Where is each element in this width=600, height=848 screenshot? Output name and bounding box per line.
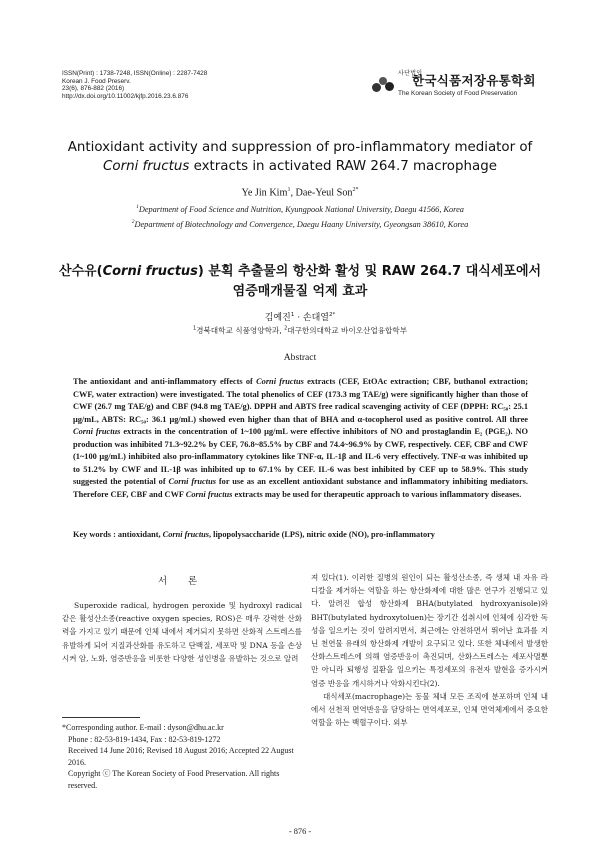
author-1: Ye Jin Kim [241, 187, 288, 199]
authors-english [40, 187, 560, 198]
doi-link[interactable]: http://dx.doi.org/10.11002/kjfp.2016.23.6.876 [62, 92, 189, 100]
title-ko-pre: 산수유( [58, 264, 103, 279]
society-logo [372, 71, 536, 97]
journal-name: Korean J. Food Preserv. [62, 77, 131, 85]
footnote [62, 722, 307, 792]
title-ko-post: ) 분획 추출물의 항산화 활성 및 RAW 264.7 대식세포에서 [197, 264, 542, 279]
issn-line: ISSN(Print) : 1738-7248, ISSN(Online) : 2287-7428 [62, 70, 208, 77]
intro-left-column [62, 599, 302, 665]
author-ko-1: 김예진 [264, 313, 291, 323]
abstract-body: The antioxidant and anti-inflammatory effects of Corni fructus extracts (CEF, EtOAc extraction; CBF, buthanol extraction; CWF, water extraction) were investigated. The total phenolics of CEF (173.3 mg TAE/g) were significantly higher than those of CWF (26.7 mg TAE/g) and CBF (94.8 mg TAE/g). DPPH and ABTS free radical scavenging activity of CEF (DPPH: RC₅₀: 25.1 μg/mL, ABTS: RC₅₀: 36.1 μg/mL) showed even higher than that of BHA and α-tocopherol used as positive control. All three Corni fructus extracts in the concentration of 1~100 μg/mL were effective inhibitors of NO and prostaglandin E₂ (PGE₂). NO production was inhibited 71.3~92.2% by CEF, 76.8~85.5% by CBF and 74.4~96.9% by CWF, respectively. CEF, CBF and CWF (1~100 μg/mL) inhibited also pro-inflammatory cytokines like TNF-α, IL-1β and IL-6 very effectively. TNF-α was inhibited up to 51.2% by CWF and IL-1β was inhibited up to 67.1% by CEF. IL-6 was best inhibited by CEF up to 58.9%. This study suggested the potential of Corni fructus for use as an excellent antioxidant substance and inflammatory inhibiting mediators. Therefore CEF, CBF and CWF Corni fructus extracts may be used for therapeutic approach to various inflammatory diseases. [73, 377, 529, 499]
society-tag: 사단법인 [398, 70, 423, 77]
title-en-line1: Antioxidant activity and suppression of pro-inflammatory mediator of [67, 140, 533, 155]
intro-paragraph-2: 대식세포(macrophage)는 동물 체내 모든 조직에 분포하며 인체 내에서 선천적 면역반응을 담당하는 면역세포로, 인체 면역체계에서 중요한 역할을 하는 백혈구이다. 외부 [311, 691, 548, 728]
journal-meta [62, 70, 207, 100]
title-ko-line2: 염증매개물질 억제 효과 [232, 284, 368, 299]
title-ko-species: Corni fructus [102, 264, 198, 279]
affiliations-english [40, 201, 560, 232]
contact-phone: Phone : 82-53-819-1434, Fax : 82-53-819-1272 [68, 734, 221, 744]
received-dates: Received 14 June 2016; Revised 18 August 2016; Accepted 22 August 2016. [68, 746, 294, 767]
affiliation-1: $^1$Department of Food Science and Nutrition, Kyungpook National University, Daegu 41566, Korea [136, 204, 464, 214]
volume-line: 23(6), 876-882 (2016) [62, 85, 125, 93]
title-english [40, 138, 560, 176]
intro-paragraph-1-cont: 져 있다(1). 이러한 질병의 원인이 되는 활성산소종, 즉 생체 내 자유 라디칼을 제거하는 역할을 하는 항산화제에 대한 많은 연구가 진행되고 있다. 알려진 합성 항산화제 BHA(butylated hydroxyanisole)와 BHT(butylated hydroxytoluen)는 장기간 섭취시에 인체에 심각한 독성을 일으키는 것이 알려지면서, 최근에는 안전하면서 뛰어난 효과를 지닌 천연물 유래의 항산화제 개발이 요구되고 있다. 또한 체내에서 발생한 산화스트레스에 의해 염증반응이 촉진되며, 산화스트레스는 세포사멸뿐만 아니라 퇴행성 질환을 일으키는 특정세포의 유전자 발현을 증가시켜 염증 반응을 개시하거나 악화시킨다(2). [311, 573, 548, 688]
footnote-divider [62, 717, 140, 718]
abstract-heading: Abstract [283, 352, 317, 363]
authors-korean: 김예진$^1$ · 손대열$^{2*}$ [264, 312, 336, 323]
affiliations-korean: $^1$경북대학교 식품영양학과, $^2$대구한의대학교 바이오산업융합학부 [192, 325, 408, 335]
title-en-line2: extracts in activated RAW 264.7 macrophage [189, 159, 497, 174]
title-en-species: Corni fructus [103, 159, 190, 174]
title-korean [40, 262, 560, 302]
society-name-en: The Korean Society of Food Preservation [398, 90, 518, 97]
page-number: - 876 - [288, 827, 312, 836]
author-ko-2: · 손대열 [294, 313, 329, 323]
intro-paragraph-1: Superoxide radical, hydrogen peroxide 및 hydroxyl radical 같은 활성산소종(reactive oxygen species, ROS)은 매우 강력한 산화력을 가지고 있기 때문에 인체 내에서 제거되지 못하면 산화적 스트레스를 유발하게 되어 지질과산화를 유도하고 단백질, 세포막 및 DNA 등을 손상시켜 암, 노화, 염증반응을 비롯한 다양한 성인병을 유발하는 것으로 알려 [62, 601, 302, 663]
copyright: Copyright ⓒ The Korean Society of Food Preservation. All rights reserved. [68, 769, 280, 790]
society-name-ko: 한국식품저장유통학회 [412, 73, 536, 88]
corresponding-author: *Corresponding author. E-mail : dyson@dhu.ac.kr [62, 723, 224, 732]
author-2-sup: 2* [352, 187, 359, 193]
author-1-sup: 1 [287, 187, 291, 193]
keywords: Key words : antioxidant, Corni fructus, lipopolysaccharide (LPS), nitric oxide (NO), pro-inflammatory [73, 530, 435, 539]
society-emblem-icon [372, 75, 394, 93]
intro-right-column [311, 571, 548, 729]
affiliation-2: $^2$Department of Biotechnology and Convergence, Daegu Haany University, Gyeongsan 38610, Korea [131, 219, 469, 230]
intro-heading: 서 론 [157, 576, 207, 587]
author-2: , Dae-Yeul Son [290, 187, 353, 199]
